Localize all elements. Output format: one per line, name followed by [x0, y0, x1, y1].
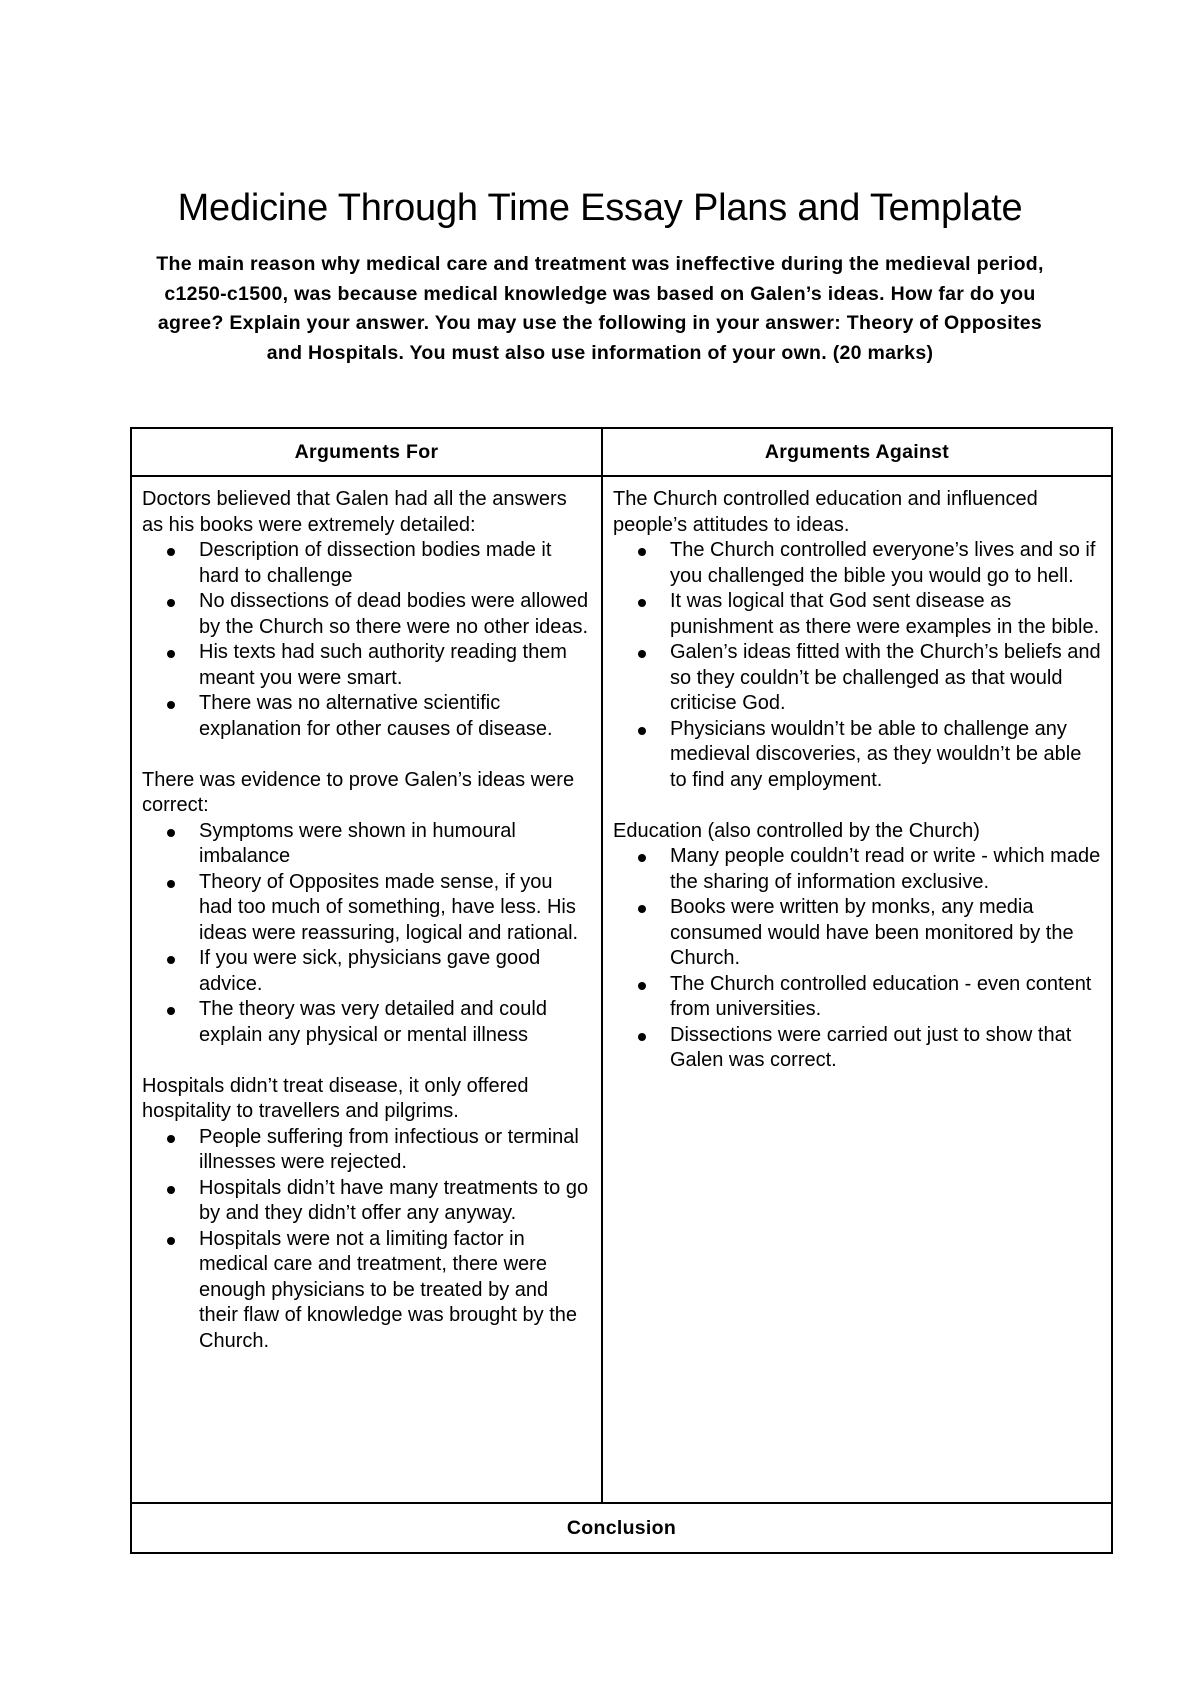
list-item: [142, 538, 591, 589]
list-item: [142, 1176, 591, 1227]
bullet-icon: [167, 701, 175, 709]
list-item: [613, 844, 1101, 895]
bullet-list: [613, 844, 1101, 1074]
bullet-icon: [638, 854, 646, 862]
list-item-text: Books were written by monks, any media consumed would have been monitored by the Church.: [670, 896, 1074, 969]
page-title: Medicine Through Time Essay Plans and Template: [177, 187, 1023, 229]
list-item-text: If you were sick, physicians gave good advice.: [199, 947, 541, 995]
bullet-icon: [638, 905, 646, 913]
against-section: [613, 819, 1101, 1074]
list-item: [613, 640, 1101, 717]
list-item: [142, 946, 591, 997]
list-item: [142, 1125, 591, 1176]
list-item: [613, 717, 1101, 794]
section-intro: Doctors believed that Galen had all the answers as his books were extremely detailed:: [142, 488, 567, 536]
for-section: [142, 768, 591, 1049]
conclusion-row: [131, 1503, 1112, 1553]
list-item-text: Theory of Opposites made sense, if you had too much of something, have less. His ideas were reassuring, logical and rational.: [199, 870, 579, 944]
list-item-text: Galen’s ideas fitted with the Church’s beliefs and so they couldn’t be challenged as that would criticise God.: [670, 641, 1101, 714]
bullet-icon: [638, 727, 646, 735]
header-arguments-for: Arguments For: [131, 428, 602, 476]
list-item-text: The theory was very detailed and could explain any physical or mental illness: [199, 998, 547, 1046]
bullet-icon: [167, 1186, 175, 1194]
list-item-text: The Church controlled everyone’s lives and so if you challenged the bible you would go to hell.: [670, 539, 1096, 587]
list-item: [142, 819, 591, 870]
for-section: [142, 487, 591, 742]
list-item-text: His texts had such authority reading them meant you were smart.: [199, 641, 567, 689]
list-item: [613, 1023, 1101, 1074]
bullet-icon: [167, 650, 175, 658]
list-item-text: Many people couldn’t read or write - which made the sharing of information exclusive.: [670, 845, 1101, 893]
bullet-list: [613, 538, 1101, 793]
essay-question: The main reason why medical care and treatment was ineffective during the medieval period, c1250-c1500, was because medical knowledge was based on Galen’s ideas. How far do you agree? Explain your answer. You may use the following in your answer: Theory of Opposites and Hospitals. You must also use information of your own. (20 marks): [156, 253, 1044, 364]
list-item-text: Physicians wouldn’t be able to challenge any medieval discoveries, as they wouldn’t be able to find any employment.: [670, 717, 1082, 791]
for-section: [142, 1074, 591, 1355]
bullet-icon: [167, 880, 175, 888]
arguments-for-cell: [131, 476, 602, 1503]
list-item-text: Hospitals were not a limiting factor in medical care and treatment, there were enough physicians to be treated by and their flaw of knowledge was brought by the Church.: [199, 1227, 577, 1352]
bullet-icon: [638, 650, 646, 658]
list-item: [142, 870, 591, 947]
section-intro: The Church controlled education and influenced people’s attitudes to ideas.: [613, 488, 1038, 536]
bullet-icon: [638, 982, 646, 990]
section-intro: Hospitals didn’t treat disease, it only offered hospitality to travellers and pilgrims.: [142, 1074, 529, 1122]
list-item: [142, 589, 591, 640]
bullet-list: [142, 1125, 591, 1355]
table-body-row: [131, 476, 1112, 1503]
bullet-icon: [167, 1007, 175, 1015]
against-section: [613, 487, 1101, 793]
list-item-text: Hospitals didn’t have many treatments to go by and they didn’t offer any anyway.: [199, 1176, 589, 1224]
list-item-text: The Church controlled education - even content from universities.: [670, 972, 1092, 1020]
list-item: [142, 691, 591, 742]
bullet-icon: [167, 548, 175, 556]
list-item: [613, 972, 1101, 1023]
table-header-row: [131, 428, 1112, 476]
bullet-icon: [167, 1237, 175, 1245]
list-item-text: It was logical that God sent disease as punishment as there were examples in the bible.: [670, 590, 1100, 638]
list-item: [613, 895, 1101, 972]
list-item: [613, 538, 1101, 589]
list-item: [142, 997, 591, 1048]
list-item-text: No dissections of dead bodies were allowed by the Church so there were no other ideas.: [199, 590, 589, 638]
bullet-list: [142, 819, 591, 1049]
bullet-icon: [638, 599, 646, 607]
bullet-icon: [167, 599, 175, 607]
bullet-list: [142, 538, 591, 742]
list-item-text: People suffering from infectious or terminal illnesses were rejected.: [199, 1125, 579, 1173]
header-arguments-against: Arguments Against: [602, 428, 1112, 476]
section-intro: There was evidence to prove Galen’s ideas were correct:: [142, 768, 575, 816]
list-item: [142, 640, 591, 691]
bullet-icon: [167, 1135, 175, 1143]
list-item: [613, 589, 1101, 640]
bullet-icon: [638, 548, 646, 556]
bullet-icon: [167, 829, 175, 837]
list-item-text: Description of dissection bodies made it hard to challenge: [199, 539, 552, 587]
section-intro: Education (also controlled by the Church): [613, 819, 980, 842]
bullet-icon: [167, 956, 175, 964]
essay-plan-table: [130, 427, 1113, 1554]
arguments-against-cell: [602, 476, 1112, 1503]
list-item: [142, 1227, 591, 1355]
conclusion-header: Conclusion: [131, 1503, 1112, 1553]
list-item-text: Dissections were carried out just to show that Galen was correct.: [670, 1023, 1072, 1071]
bullet-icon: [638, 1033, 646, 1041]
list-item-text: Symptoms were shown in humoural imbalance: [199, 819, 516, 867]
list-item-text: There was no alternative scientific explanation for other causes of disease.: [199, 692, 553, 740]
